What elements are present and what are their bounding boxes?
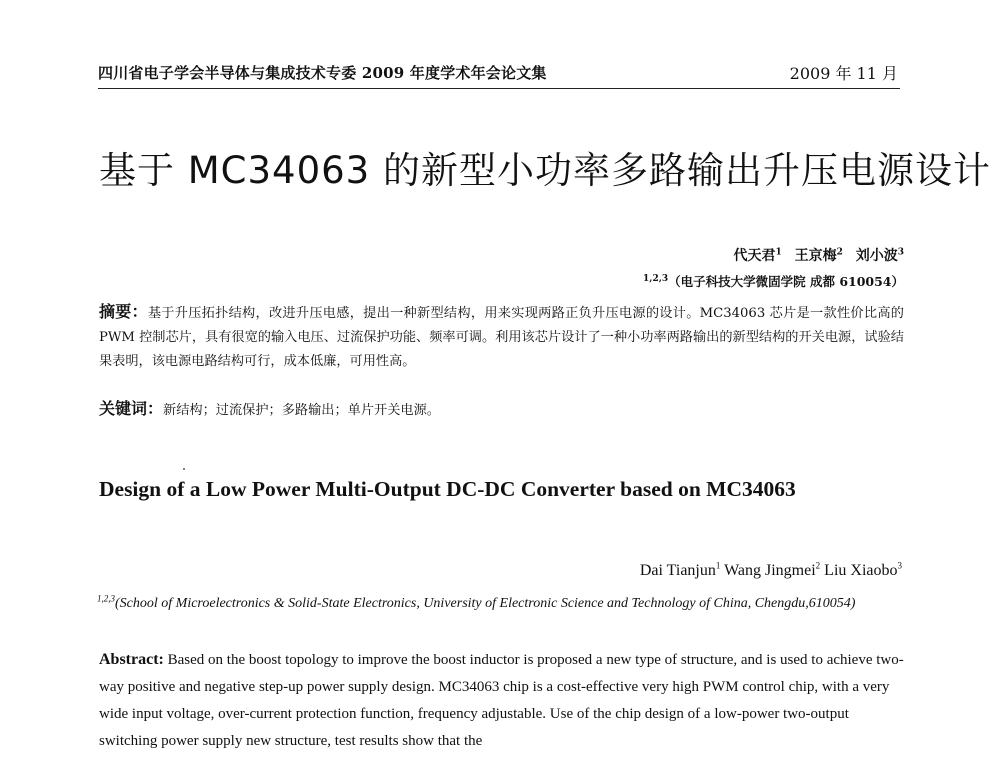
affiliation-marker: 1,2,3 xyxy=(643,273,669,284)
author-1-en-marker: 1 xyxy=(715,560,721,571)
author-2-cn: 王京梅 xyxy=(794,248,837,264)
authors-english xyxy=(640,562,902,580)
abstract-cn-text: 基于升压拓扑结构，改进升压电感，提出一种新型结构，用来实现两路正负升压电源的设计。MC34063 芯片是一款性价比高的 PWM 控制芯片，具有很宽的输入电压、过流保护功能、频率可调。利用该芯片设计了一种小功率两路输出的新型结构的开关电源，试验结果表明，该电源电路结构可行，成本低廉，可用性高。 xyxy=(99,306,904,369)
author-2-marker: 2 xyxy=(836,247,843,258)
author-1-cn: 代天君 xyxy=(733,248,776,264)
affiliation-en-text: (School of Microelectronics & Solid-State Electronics, University of Electronic Science and Technology of China, Chengdu,610054) xyxy=(115,596,856,611)
author-3-marker: 3 xyxy=(897,247,904,258)
abstract-en-label: Abstract: xyxy=(99,651,164,668)
abstract-en-text: Based on the boost topology to improve the boost inductor is proposed a new type of structure, and is used to achieve two-way positive and negative step-up power supply design. MC34063 chip is a cost-effective very high PWM control chip, with a very wide input voltage, over-current protection function, frequency adjustable. Use of the chip design of a low-power two-output switching power supply new structure, test results show that the xyxy=(99,652,904,749)
author-3-en-marker: 3 xyxy=(897,560,902,571)
running-header xyxy=(98,58,900,89)
keywords-text: 新结构；过流保护；多路输出；单片开关电源。 xyxy=(163,403,440,418)
paper-title-english: Design of a Low Power Multi-Output DC-DC Converter based on MC34063 xyxy=(99,477,796,501)
journal-name: 四川省电子学会半导体与集成技术专委 2009 年度学术年会论文集 xyxy=(98,64,547,82)
keywords-label: 关键词： xyxy=(99,399,164,418)
affiliation-en-marker: 1,2,3 xyxy=(97,593,115,604)
author-1-en: Dai Tianjun xyxy=(639,562,716,579)
abstract-chinese xyxy=(99,300,904,374)
author-3-en: Liu Xiaobo xyxy=(824,562,898,579)
author-2-en-marker: 2 xyxy=(815,560,821,571)
keywords-chinese xyxy=(99,396,440,419)
author-3-cn: 刘小波 xyxy=(855,248,898,264)
affiliation-chinese xyxy=(643,272,904,290)
affiliation-english xyxy=(97,590,907,618)
publication-date: 2009 年 11 月 xyxy=(789,64,898,83)
abstract-english xyxy=(99,646,909,755)
stray-dot xyxy=(183,468,185,470)
affiliation-cn-text: （电子科技大学微固学院 成都 610054） xyxy=(668,274,904,289)
paper-title-chinese: 基于 MC34063 的新型小功率多路输出升压电源设计 xyxy=(99,149,991,192)
author-1-marker: 1 xyxy=(775,247,782,258)
authors-chinese xyxy=(733,245,904,265)
author-2-en: Wang Jingmei xyxy=(724,562,816,579)
abstract-cn-label: 摘要： xyxy=(99,302,148,321)
